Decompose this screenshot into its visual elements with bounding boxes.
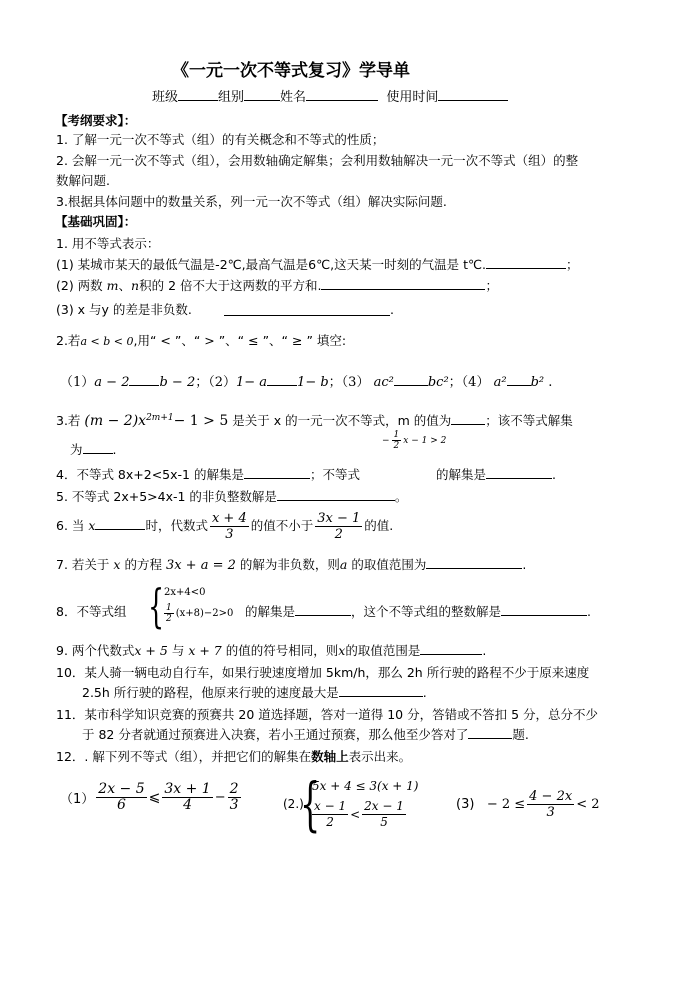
p2-fraction-2: $\frac{2x - 1}{5}$ bbox=[364, 799, 404, 829]
question-4: 4．不等式 8x+2<5x-1 的解集是 ；不等式 的解集是 . bbox=[56, 467, 556, 482]
q9-expr1: x + 5 bbox=[134, 643, 168, 658]
p3-fraction: $\frac{4 - 2x}{3}$ bbox=[529, 789, 573, 820]
p2-line1: 5x + 4 ≤ 3(x + 1) bbox=[312, 779, 419, 793]
system-brace: { bbox=[300, 770, 321, 838]
q6-text-mid2: 的值不小于 bbox=[250, 518, 314, 533]
q2-condition: a < b < 0 bbox=[80, 335, 134, 348]
p1-le-sign: ⩽ bbox=[148, 789, 161, 806]
q8-system-line2 bbox=[162, 603, 233, 624]
problem-3 bbox=[456, 789, 599, 820]
q6-text: 6. 当 bbox=[56, 518, 85, 533]
answer-blank[interactable] bbox=[83, 441, 113, 454]
q5-end: 。 bbox=[394, 489, 408, 504]
question-1: 1. 用不等式表示： bbox=[56, 236, 160, 251]
problem-2-label: (2.) bbox=[283, 797, 304, 811]
question-7: 7. 若关于 x 的方程 3x + a = 2 的解为非负数，则a 的取值范围为 . bbox=[56, 557, 527, 573]
question-9: 9. 两个代数式x + 5 与 x + 7 的值的符号相同，则x的取值范围是 . bbox=[56, 643, 487, 658]
p3-label: (3) bbox=[456, 797, 475, 812]
question-5 bbox=[56, 488, 407, 506]
q2-label: ；（4） bbox=[448, 375, 490, 390]
problem-1 bbox=[60, 782, 243, 813]
q9-text: 9. 两个代数式 bbox=[56, 643, 135, 658]
q2-expr: bc² bbox=[427, 375, 449, 390]
question-11-line2 bbox=[82, 726, 529, 744]
info-line bbox=[152, 88, 508, 107]
section-heading-basics: 【基础巩固】： bbox=[55, 214, 137, 229]
p2-fraction-1: $\frac{x - 1}{2}$ bbox=[314, 799, 347, 829]
p2-lt-sign: < bbox=[350, 807, 361, 822]
q8-text-mid2: ，这个不等式组的整数解是 bbox=[351, 604, 502, 619]
q7-equation: 3x + a = 2 bbox=[165, 558, 236, 573]
group-label: 组别 bbox=[218, 90, 245, 105]
answer-blank[interactable] bbox=[451, 412, 485, 425]
question-1c bbox=[56, 301, 192, 319]
var-n: n bbox=[131, 278, 140, 293]
requirement-item: 1. 了解一元一次不等式（组）的有关概念和不等式的性质； bbox=[56, 132, 385, 147]
q2-expr: b² bbox=[530, 375, 545, 390]
answer-blank[interactable] bbox=[267, 373, 297, 386]
q3-text-post2: ；该不等式解集 bbox=[485, 413, 573, 429]
answer-blank[interactable] bbox=[339, 684, 423, 697]
q9-end: 的取值范围是 bbox=[345, 643, 421, 658]
answer-blank[interactable] bbox=[486, 466, 552, 479]
q3-text-post: 是关于 x 的一元一次不等式，m 的值为 bbox=[232, 413, 452, 429]
answer-blank[interactable] bbox=[224, 303, 390, 316]
question-10: 10．某人骑一辆电动自行车，如果行驶速度增加 5km/h，那么 2h 所行驶的路程不少于原来速度 bbox=[56, 665, 590, 680]
small-sign: − bbox=[382, 436, 390, 446]
q6-text-mid: 时，代数式 bbox=[145, 518, 208, 533]
p1-minus: − bbox=[214, 790, 226, 805]
answer-blank[interactable] bbox=[501, 603, 587, 616]
q2-expr: a² bbox=[493, 375, 507, 390]
q8-sys2-text: (x+8)−2>0 bbox=[175, 608, 234, 619]
q1b-sep: 、 bbox=[118, 278, 132, 293]
question-11: 11．某市科学知识竞赛的预赛共 20 道选择题，答对一道得 10 分，答错或不答扣 5 分，总分不少 bbox=[56, 707, 599, 722]
answer-blank[interactable] bbox=[394, 373, 428, 386]
q8-system-line1: 2x+4<0 bbox=[164, 587, 206, 598]
q3-exponent: 2m+1 bbox=[146, 413, 174, 423]
p1-fraction-2: $\frac{3x + 1}{4}$ bbox=[164, 781, 211, 813]
group-blank[interactable] bbox=[244, 88, 280, 101]
name-label: 姓名 bbox=[280, 90, 307, 105]
q11-end: 题. bbox=[512, 727, 529, 742]
var-x: x bbox=[88, 518, 96, 533]
q3-expr: (m − 2)x bbox=[84, 413, 147, 430]
question-1a-text: (1) 某城市某天的最低气温是-2℃,最高气温是6℃,这天某一时刻的气温是 t℃. bbox=[56, 257, 487, 272]
answer-blank[interactable] bbox=[507, 373, 531, 386]
q2-expr: 1− a bbox=[236, 375, 268, 390]
q2-label: ；（3） bbox=[328, 375, 370, 390]
q4-text-c: 的解集是 bbox=[435, 467, 486, 482]
q2-expr: b − 2 bbox=[159, 375, 196, 390]
time-blank[interactable] bbox=[438, 88, 508, 101]
question-2 bbox=[56, 332, 346, 351]
q3-expr-tail: − 1 > 5 bbox=[173, 413, 229, 430]
q2-period: . bbox=[548, 375, 553, 390]
small-inequality-text: x − 1 > 2 bbox=[403, 436, 447, 446]
q1b-text: (2) 两数 bbox=[56, 278, 103, 293]
q2-expr: ac² bbox=[373, 375, 394, 390]
q12-bold-text: 数轴上 bbox=[311, 749, 349, 764]
small-fraction: $\frac{1}{2}$ bbox=[393, 430, 400, 451]
var-m: m bbox=[106, 278, 119, 293]
answer-blank[interactable] bbox=[295, 603, 351, 616]
q9-text-mid2: 的值的符号相同，则 bbox=[225, 643, 339, 658]
answer-blank[interactable] bbox=[244, 466, 310, 479]
var-x: x bbox=[113, 557, 121, 572]
period: . bbox=[390, 302, 394, 317]
q10-text-b: 2.5h 所行驶的路程，他原来行驶的速度最大是 bbox=[82, 685, 339, 700]
question-10-line2: 2.5h 所行驶的路程，他原来行驶的速度最大是 . bbox=[82, 685, 427, 700]
requirement-item: 数解问题. bbox=[56, 173, 110, 188]
q9-expr2: x + 7 bbox=[188, 643, 222, 658]
fraction-x-plus-4: $\frac{x + 4}{3}$ bbox=[211, 511, 247, 542]
q2-text-post: ,用“ < ”、“ > ”、“ ≤ ”、“ ≥ ” 填空: bbox=[133, 333, 347, 348]
answer-blank[interactable] bbox=[277, 488, 395, 501]
q2-expr: a − 2 bbox=[94, 375, 130, 390]
q7-end: 的取值范围为 bbox=[351, 557, 427, 572]
q3-text: 3.若 bbox=[56, 413, 81, 429]
p3-post: < 2 bbox=[576, 797, 600, 812]
q9-text-mid: 与 bbox=[171, 643, 185, 658]
q12-text-b: 表示出来。 bbox=[348, 749, 412, 764]
q3-line2-text: 为 bbox=[70, 442, 83, 457]
answer-blank[interactable] bbox=[129, 373, 159, 386]
q7-text-mid2: 的解为非负数，则 bbox=[239, 557, 340, 572]
question-6 bbox=[56, 508, 393, 544]
question-3 bbox=[56, 409, 573, 430]
requirement-item: 2. 会解一元一次不等式（组），会用数轴确定解集；会利用数轴解决一元一次不等式（组）的整 bbox=[56, 153, 579, 168]
answer-blank[interactable] bbox=[420, 642, 482, 655]
q2-label: ；（2） bbox=[195, 375, 236, 390]
answer-blank[interactable] bbox=[468, 726, 512, 739]
system-brace: { bbox=[148, 579, 165, 633]
q4-text-b: ；不等式 bbox=[309, 467, 360, 482]
class-blank[interactable] bbox=[178, 88, 218, 101]
question-12 bbox=[56, 748, 411, 766]
question-1a: (1) 某城市某天的最低气温是-2℃,最高气温是6℃,这天某一时刻的气温是 t℃. ； bbox=[56, 257, 579, 272]
answer-blank[interactable] bbox=[321, 277, 485, 290]
q12-text: 12．. 解下列不等式（组），并把它们的解集在 bbox=[56, 749, 312, 764]
p1-label: （1） bbox=[60, 792, 95, 807]
name-blank[interactable] bbox=[306, 88, 378, 101]
q1b-text-post: 积的 2 倍不大于这两数的平方和. bbox=[139, 278, 322, 293]
p1-fraction-1: $\frac{2x - 5}{6}$ bbox=[98, 781, 145, 813]
answer-blank[interactable] bbox=[426, 556, 522, 569]
q11-text-b: 于 82 分者就通过预赛进入决赛，若小王通过预赛，那么他至少答对了 bbox=[82, 727, 469, 742]
section-heading-requirements: 【考纲要求】： bbox=[55, 113, 137, 128]
requirement-item: 3.根据具体问题中的数量关系，列一元一次不等式（组）解决实际问题. bbox=[56, 194, 447, 209]
q2-text: 2.若 bbox=[56, 333, 81, 348]
question-8-label: 8．不等式组 bbox=[56, 604, 127, 619]
q8-text-mid: 的解集是 bbox=[245, 604, 296, 619]
question-3-line2: 为 . bbox=[70, 442, 117, 457]
page-title: 《一元一次不等式复习》学导单 bbox=[172, 61, 410, 81]
p1-fraction-3: $\frac{2}{3}$ bbox=[229, 781, 239, 813]
q7-text: 7. 若关于 bbox=[56, 557, 110, 572]
q6-end: 的值. bbox=[364, 518, 394, 533]
p3-pre: − 2 ≤ bbox=[486, 797, 526, 812]
q1c-text: (3) x 与y 的差是非负数. bbox=[56, 302, 192, 317]
q7-text-mid: 的方程 bbox=[124, 557, 162, 572]
time-label: 使用时间 bbox=[386, 90, 439, 105]
half-fraction: $\frac{1}{2}$ bbox=[166, 603, 172, 624]
var-x: x bbox=[338, 643, 346, 658]
q4-text: 4．不等式 8x+2<5x-1 的解集是 bbox=[56, 467, 244, 482]
fraction-3x-minus-1: $\frac{3x - 1}{2}$ bbox=[317, 511, 361, 542]
var-a: a bbox=[339, 557, 348, 572]
class-label: 班级 bbox=[152, 90, 179, 105]
q2-label: （1） bbox=[60, 375, 95, 390]
q3-small-inequality bbox=[382, 430, 446, 451]
q2-expr: 1− b bbox=[297, 375, 329, 390]
answer-blank[interactable] bbox=[486, 256, 566, 269]
answer-blank[interactable] bbox=[95, 517, 145, 530]
q5-text: 5. 不等式 2x+5>4x-1 的非负整数解是 bbox=[56, 489, 277, 504]
question-8-rest: 的解集是 ，这个不等式组的整数解是 . bbox=[245, 604, 592, 619]
p2-line2 bbox=[310, 799, 408, 830]
question-1b: (2) 两数 m、n积的 2 倍不大于这两数的平方和. ； bbox=[56, 278, 498, 293]
question-2-items bbox=[60, 373, 552, 392]
